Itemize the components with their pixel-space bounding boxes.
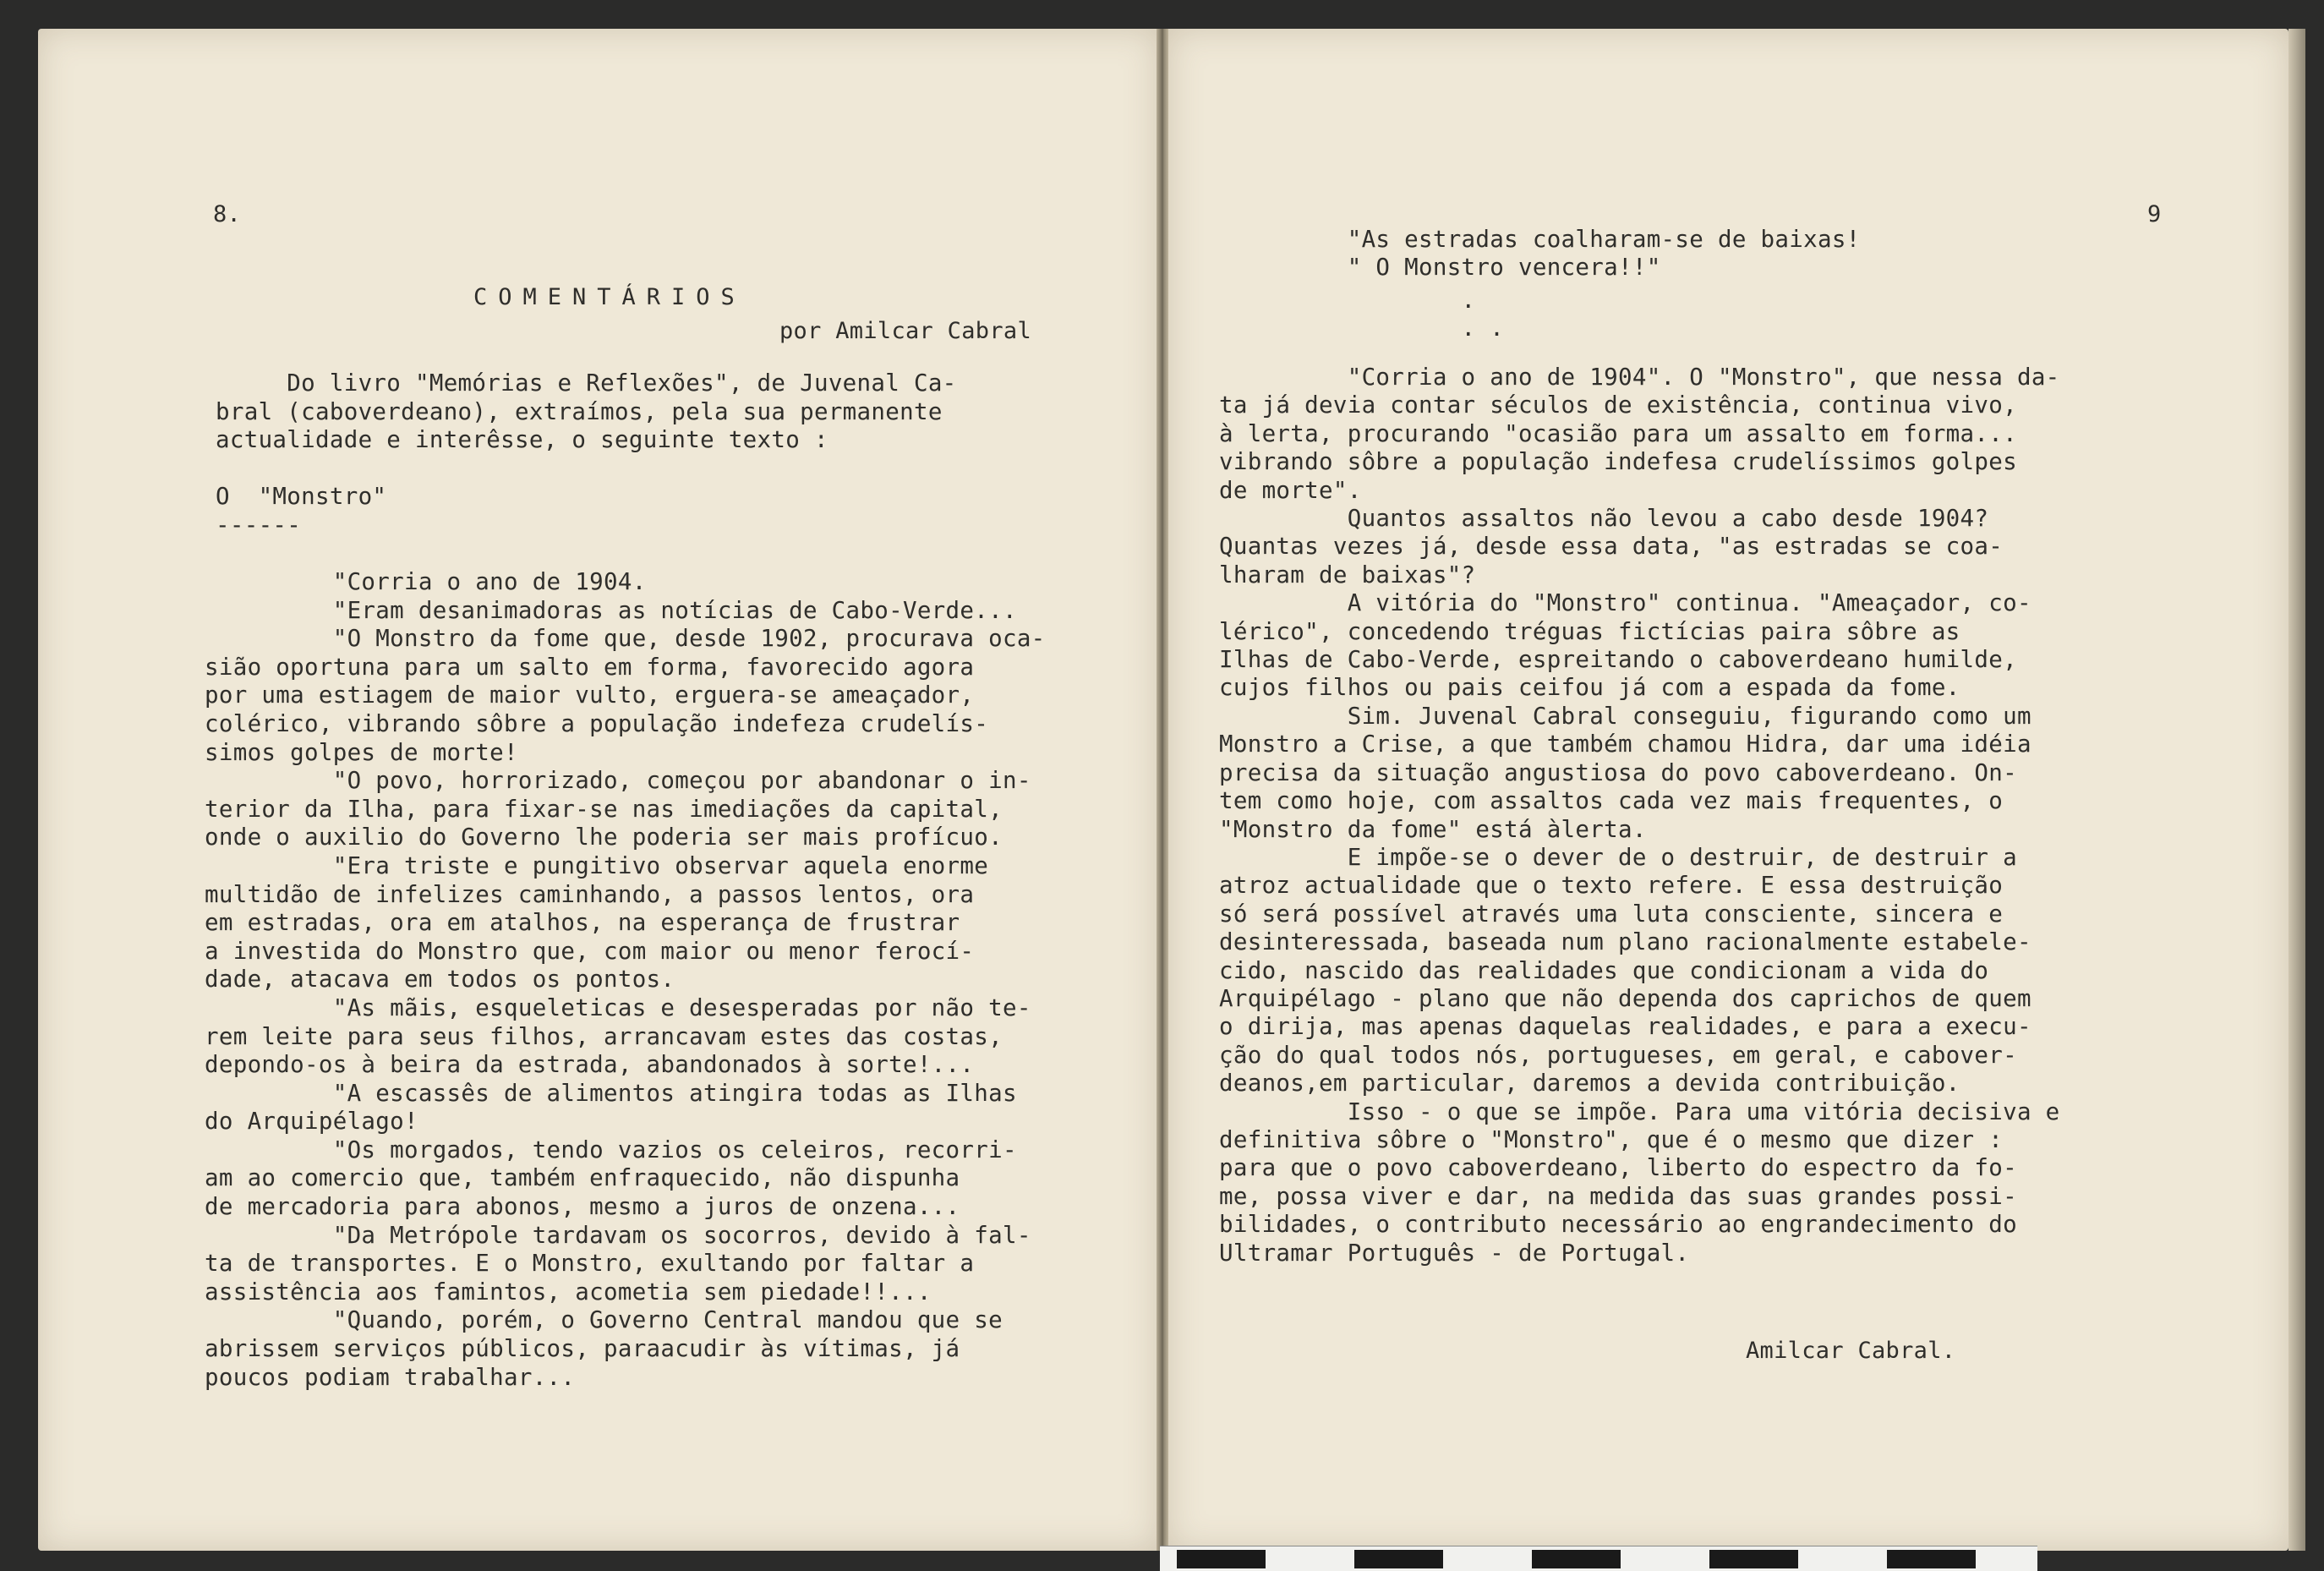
page-title: COMENTÁRIOS: [473, 284, 746, 310]
ruler-segment: [1177, 1550, 1266, 1568]
signature: Amilcar Cabral.: [1746, 1338, 1956, 1364]
intro-paragraph: Do livro "Memórias e Reflexões", de Juvenal Ca- bral (caboverdeano), extraímos, pela sua permanente actualidade e interêsse, o seguinte texto :: [216, 369, 957, 454]
left-page-number: 8.: [213, 201, 242, 227]
section-separator: . . .: [1461, 287, 1505, 342]
ruler-segment: [1532, 1550, 1621, 1568]
quoted-text-body: "Corria o ano de 1904. "Eram desanimadoras as notícias de Cabo-Verde... "O Monstro da fome que, desde 1902, procurava oca- sião oportuna para um salto em forma, favorecido agora por uma estiagem de maior vulto, erguera-se ameaçador, colérico, vibrando sôbre a população indefeza crudelís- simos golpes de morte! "O povo, horrorizado, começou por abandonar o in- terior da Ilha, para fixar-se nas imediações da capital, onde o auxilio do Governo lhe poderia ser mais profícuo. "Era triste e pungitivo observar aquela enorme multidão de infelizes caminhando, a passos lentos, ora em estradas, ora em atalhos, na esperança de frustrar a investida do Monstro que, com maior ou menor ferocí- dade, atacava em todos os pontos. "As mãis, esqueleticas e desesperadas por não te- rem leite para seus filhos, arrancavam estes das costas, depondo-os à beira da estrada, abandonados à sorte!... "A escassês de alimentos atingira todas as Ilhas do Arquipélago! "Os morgados, tendo vazios os celeiros, recorri- am ao comercio que, também enfraquecido, não dispunha de mercadoria para abonos, mesmo a juros de onzena... "Da Metrópole tardavam os socorros, devido à fal- ta de transportes. E o Monstro, exultando por faltar a assistência aos famintos, acometia sem piedade!!... "Quando, porém, o Governo Central mandou que se abrissem serviços públicos, paraacudir às vítimas, já poucos podiam trabalhar...: [205, 568, 1046, 1391]
scale-ruler: [1160, 1546, 2037, 1571]
section-heading: O "Monstro" ------: [216, 483, 387, 539]
right-page-number: 9: [2147, 201, 2162, 227]
closing-quote: "As estradas coalharam-se de baixas! " O Monstro vencera!!": [1347, 226, 1861, 282]
page-edge: [2288, 29, 2305, 1551]
ruler-segment: [1354, 1550, 1443, 1568]
commentary-body: "Corria o ano de 1904". O "Monstro", que nessa da- ta já devia contar séculos de existência, continua vivo, à lerta, procurando "ocasião para um assalto em forma... vibrando sôbre a população indefesa crudelíssimos golpes de morte". Quantos assaltos não levou a cabo desde 1904? Quantas vezes já, desde essa data, "as estradas se coa- lharam de baixas"? A vitória do "Monstro" continua. "Ameaçador, co- lérico", concedendo tréguas fictícias paira sôbre as Ilhas de Cabo-Verde, espreitando o caboverdeano humilde, cujos filhos ou pais ceifou já com a espada da fome. Sim. Juvenal Cabral conseguiu, figurando como um Monstro a Crise, a que também chamou Hidra, dar uma idéia precisa da situação angustiosa do povo caboverdeano. On- tem como hoje, com assaltos cada vez mais frequentes, o "Monstro da fome" está àlerta. E impõe-se o dever de o destruir, de destruir a atroz actualidade que o texto refere. E essa destruição só será possível através uma luta consciente, sincera e desinteressada, baseada num plano racionalmente estabele- cido, nascido das realidades que condicionam a vida do Arquipélago - plano que não dependa dos caprichos de quem o dirija, mas apenas daquelas realidades, e para a execu- ção do qual todos nós, portugueses, em geral, e cabover- deanos,em particular, daremos a devida contribuição. Isso - o que se impõe. Para uma vitória decisiva e definitiva sôbre o "Monstro", que é o mesmo que dizer : para que o povo caboverdeano, liberto do espectro da fo- me, possa viver e dar, na medida das suas grandes possi- bilidades, o contributo necessário ao engrandecimento do Ultramar Português - de Portugal.: [1219, 364, 2060, 1267]
author-byline: por Amilcar Cabral: [779, 318, 1031, 344]
ruler-segment: [1887, 1550, 1976, 1568]
ruler-segment: [1709, 1550, 1798, 1568]
